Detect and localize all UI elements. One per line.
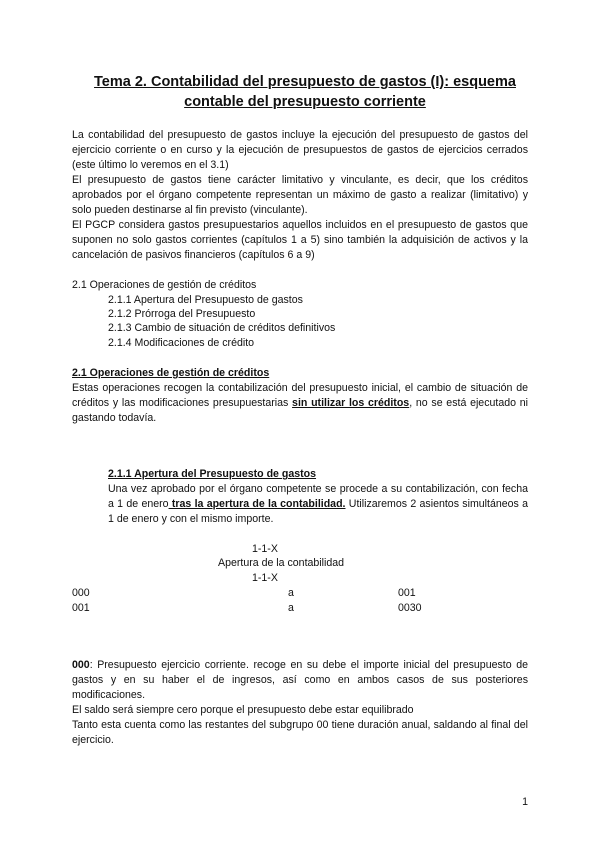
toc-item-2: 2.1.2 Prórroga del Presupuesto [108, 308, 256, 320]
toc-item-4: 2.1.4 Modificaciones de crédito [108, 337, 255, 349]
section-text-emphasis: sin utilizar los créditos [292, 397, 410, 409]
entry-2-credit: 0030 [398, 602, 422, 614]
entry-2-debit: 001 [72, 602, 90, 614]
account-000-label: 000 [72, 659, 90, 671]
title-line-1: Tema 2. Contabilidad del presupuesto de gastos (I): esquema [94, 74, 516, 90]
subsection-2-1-1 [108, 467, 528, 527]
subsection-text-emphasis: tras la apertura de la contabilidad. [168, 498, 346, 510]
account-000-paragraph-2: El saldo será siempre cero porque el presupuesto debe estar equilibrado [72, 704, 414, 716]
subsection-text-b: Utilizaremos 2 asientos simultáneos a 1 de enero y con el mismo importe. [108, 498, 529, 525]
intro-paragraph-2: El presupuesto de gastos tiene carácter limitativo y vinculante, es decir, que los créditos aprobados por el órgano competente representan un máximo de gasto a realizar (limitativo) y solo pueden destinarse al fin previsto (vinculante). [72, 174, 528, 216]
toc-item-3: 2.1.3 Cambio de situación de créditos definitivos [108, 322, 336, 334]
account-000-paragraph [72, 658, 528, 703]
toc-heading: 2.1 Operaciones de gestión de créditos [72, 279, 257, 291]
intro-paragraph-3: El PGCP considera gastos presupuestarios aquellos incluidos en el presupuesto de gastos que suponen no solo gastos corrientes (capítulos 1 a 5) sino también la adquisición de activos y la cancelación de pasivos financieros (capítulos 6 a 9) [72, 219, 528, 261]
section-heading: 2.1 Operaciones de gestión de créditos [72, 367, 270, 379]
page-title [70, 72, 540, 112]
section-text-a: Estas operaciones recogen la contabilización del presupuesto inicial, el cambio de situación de créditos y las modificaciones presupuestarias [72, 382, 528, 409]
intro-block [72, 128, 528, 263]
entry-date-top: 1-1-X [252, 543, 278, 555]
account-000-block [72, 658, 528, 748]
title-line-2: contable del presupuesto corriente [184, 94, 426, 110]
subsection-heading: 2.1.1 Apertura del Presupuesto de gastos [108, 468, 317, 480]
account-000-paragraph-3: Tanto esta cuenta como las restantes del subgrupo 00 tiene duración anual, saldando al final del ejercicio. [72, 719, 528, 746]
section-text-b: , no se está ejecutado ni gastando todavía. [72, 397, 528, 424]
page-number: 1 [522, 796, 528, 808]
subsection-text [108, 482, 528, 527]
section-2-1 [72, 366, 528, 426]
entry-description: Apertura de la contabilidad [218, 557, 345, 569]
entry-1-credit: 001 [398, 587, 416, 599]
intro-paragraph-1: La contabilidad del presupuesto de gastos incluye la ejecución del presupuesto de gastos del ejercicio corriente o en curso y la ejecución de presupuestos de gastos de ejercicios cerrados (este último lo veremos en el 3.1) [72, 129, 528, 171]
section-text [72, 381, 528, 426]
entry-1-sep: a [288, 587, 294, 599]
subsection-text-a: Una vez aprobado por el órgano competente se procede a su contabilización, con fecha a 1 de enero [108, 483, 528, 510]
account-000-text: : Presupuesto ejercicio corriente. recoge en su debe el importe inicial del presupuesto de gastos y en su haber el de ingresos, así como en ambos casos de sus posteriores modificaciones. [72, 659, 528, 701]
entry-date-bottom: 1-1-X [252, 572, 278, 584]
entry-2-sep: a [288, 602, 294, 614]
entry-1-debit: 000 [72, 587, 90, 599]
toc-item-1: 2.1.1 Apertura del Presupuesto de gastos [108, 294, 303, 306]
